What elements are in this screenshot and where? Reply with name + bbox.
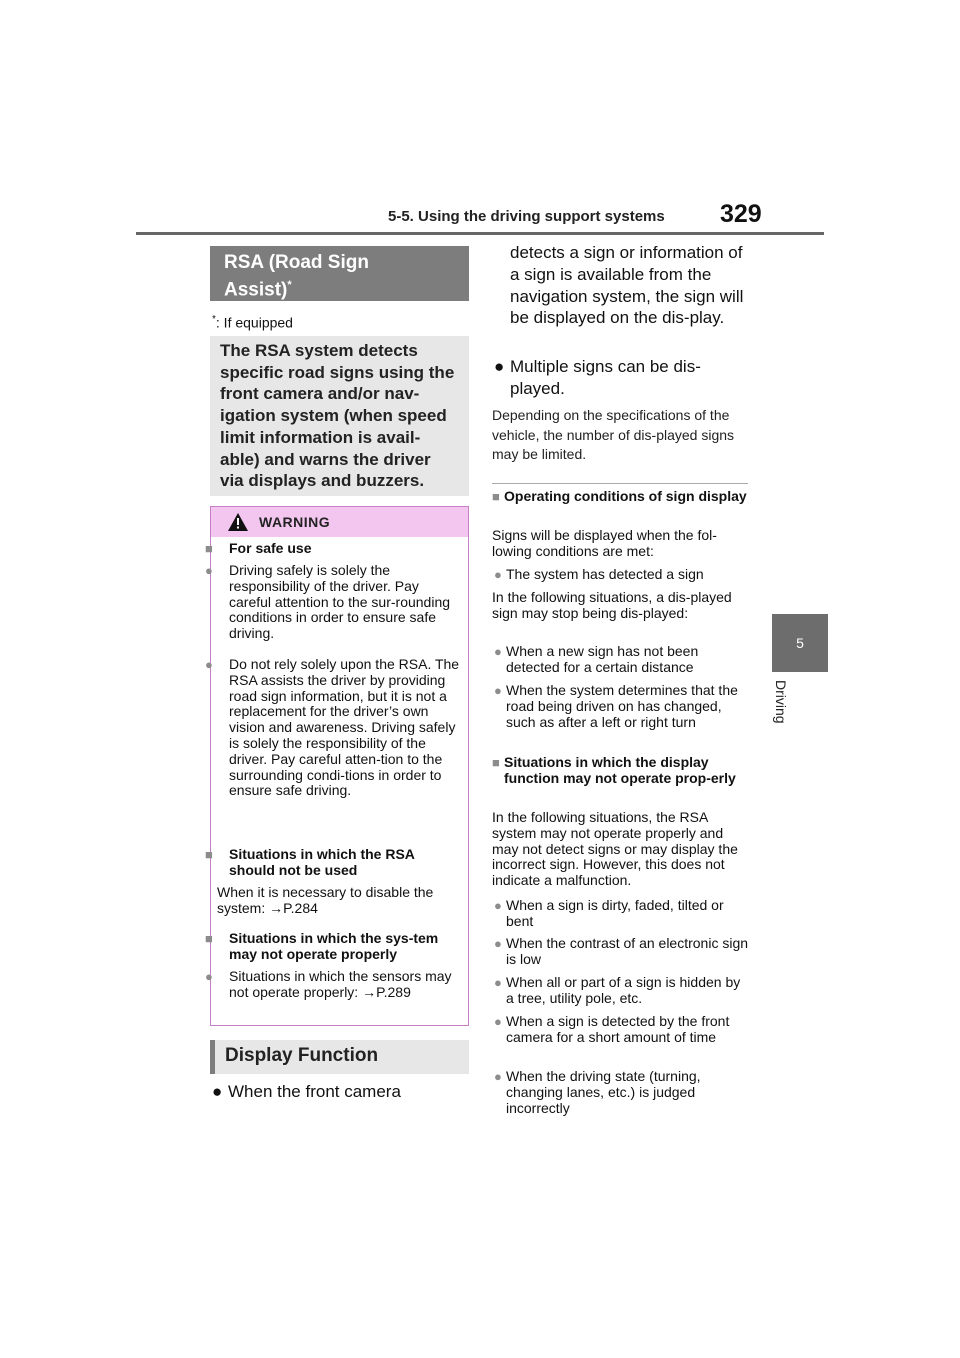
rsa-asterisk: * — [287, 279, 292, 291]
warning-box — [205, 506, 469, 1026]
warning-heading-not-operate: ■ Situations in which the sys-tem may not operate properly — [205, 930, 439, 962]
conditions-heading: ■ Operating conditions of sign display — [492, 488, 747, 504]
conditions-bullet: ● When a new sign has not been detected for a certain distance — [494, 643, 699, 675]
conditions-text: In the following situations, a dis-played sign may stop being dis-played: — [492, 589, 732, 621]
warning-title: WARNING — [259, 514, 331, 530]
warning-text: When it is necessary to disable the system: →P.284 — [217, 884, 434, 916]
malfunction-bullet: ● When the driving state (turning, changing lanes, etc.) is judged incorrectly — [494, 1068, 701, 1116]
malfunction-bullet: ● When a sign is dirty, faded, tilted or bent — [494, 897, 724, 929]
malfunction-bullet: ● When the contrast of an electronic sign is low — [494, 935, 749, 967]
warning-bullet: ● Do not rely solely upon the RSA. The RSA assists the driver by providing road sign information, but it is not a replacement for the driver’s own vision and awareness. Driving safely is solely the responsibility of the driver. Pay careful atten-tion to the surrounding condi-tions in order to ensure safe driving. — [205, 656, 460, 799]
page-number: 329 — [720, 200, 762, 228]
display-function-title: Display Function — [210, 1040, 469, 1074]
warning-bullet: ● Driving safely is solely the responsibility of the driver. Pay careful attention to the sur-rounding conditions in order to ensure safe driving. — [205, 562, 451, 642]
warning-heading-safe-use: ■ For safe use — [205, 540, 312, 556]
section-title: 5-5. Using the driving support systems — [388, 208, 665, 225]
malfunction-bullet: ● When a sign is detected by the front camera for a short amount of time — [494, 1013, 730, 1045]
rsa-intro: The RSA system detects specific road signs using the front camera and/or nav-igation system (when speed limit information is avail-able) and warns the driver via displays and buzzers. — [210, 336, 469, 496]
malfunction-heading: ■ Situations in which the display function may not operate prop-erly — [492, 754, 736, 786]
warning-bullet: ● Situations in which the sensors may not operate properly: →P.289 — [205, 968, 452, 1000]
warning-triangle-icon — [227, 512, 249, 532]
note-divider — [492, 483, 748, 484]
rsa-title-line2: Assist) — [224, 279, 288, 301]
conditions-text: Signs will be displayed when the fol-lowing conditions are met: — [492, 527, 717, 559]
chapter-tab[interactable]: 5 — [772, 614, 828, 672]
malfunction-text: In the following situations, the RSA system may not operate properly and may not detect signs or may display the incorrect sign. However, this does not indicate a malfunction. — [492, 809, 738, 889]
display-bullet-continued: detects a sign or information of a sign is available from the navigation system, the sign will be displayed on the dis-play. — [510, 243, 744, 328]
rsa-title-line1: RSA (Road Sign — [224, 252, 369, 273]
equipped-footnote: *: If equipped — [212, 314, 293, 331]
malfunction-bullet: ● When all or part of a sign is hidden by a tree, utility pole, etc. — [494, 974, 741, 1006]
conditions-bullet: ● When the system determines that the road being driven on has changed, such as after a left or right turn — [494, 682, 738, 730]
rsa-title-bar — [210, 246, 469, 301]
display-bullet: ● When the front camera — [212, 1082, 401, 1101]
warning-heading-not-used: ■ Situations in which the RSA should not be used — [205, 846, 415, 878]
display-bullet: ● Multiple signs can be dis-played. — [494, 357, 701, 398]
conditions-bullet: ● The system has detected a sign — [494, 566, 704, 582]
display-note: Depending on the specifications of the vehicle, the number of dis-played signs may be limited. — [492, 407, 735, 463]
warning-header — [211, 507, 468, 537]
header-divider — [136, 232, 824, 235]
chapter-label: Driving — [773, 680, 789, 724]
